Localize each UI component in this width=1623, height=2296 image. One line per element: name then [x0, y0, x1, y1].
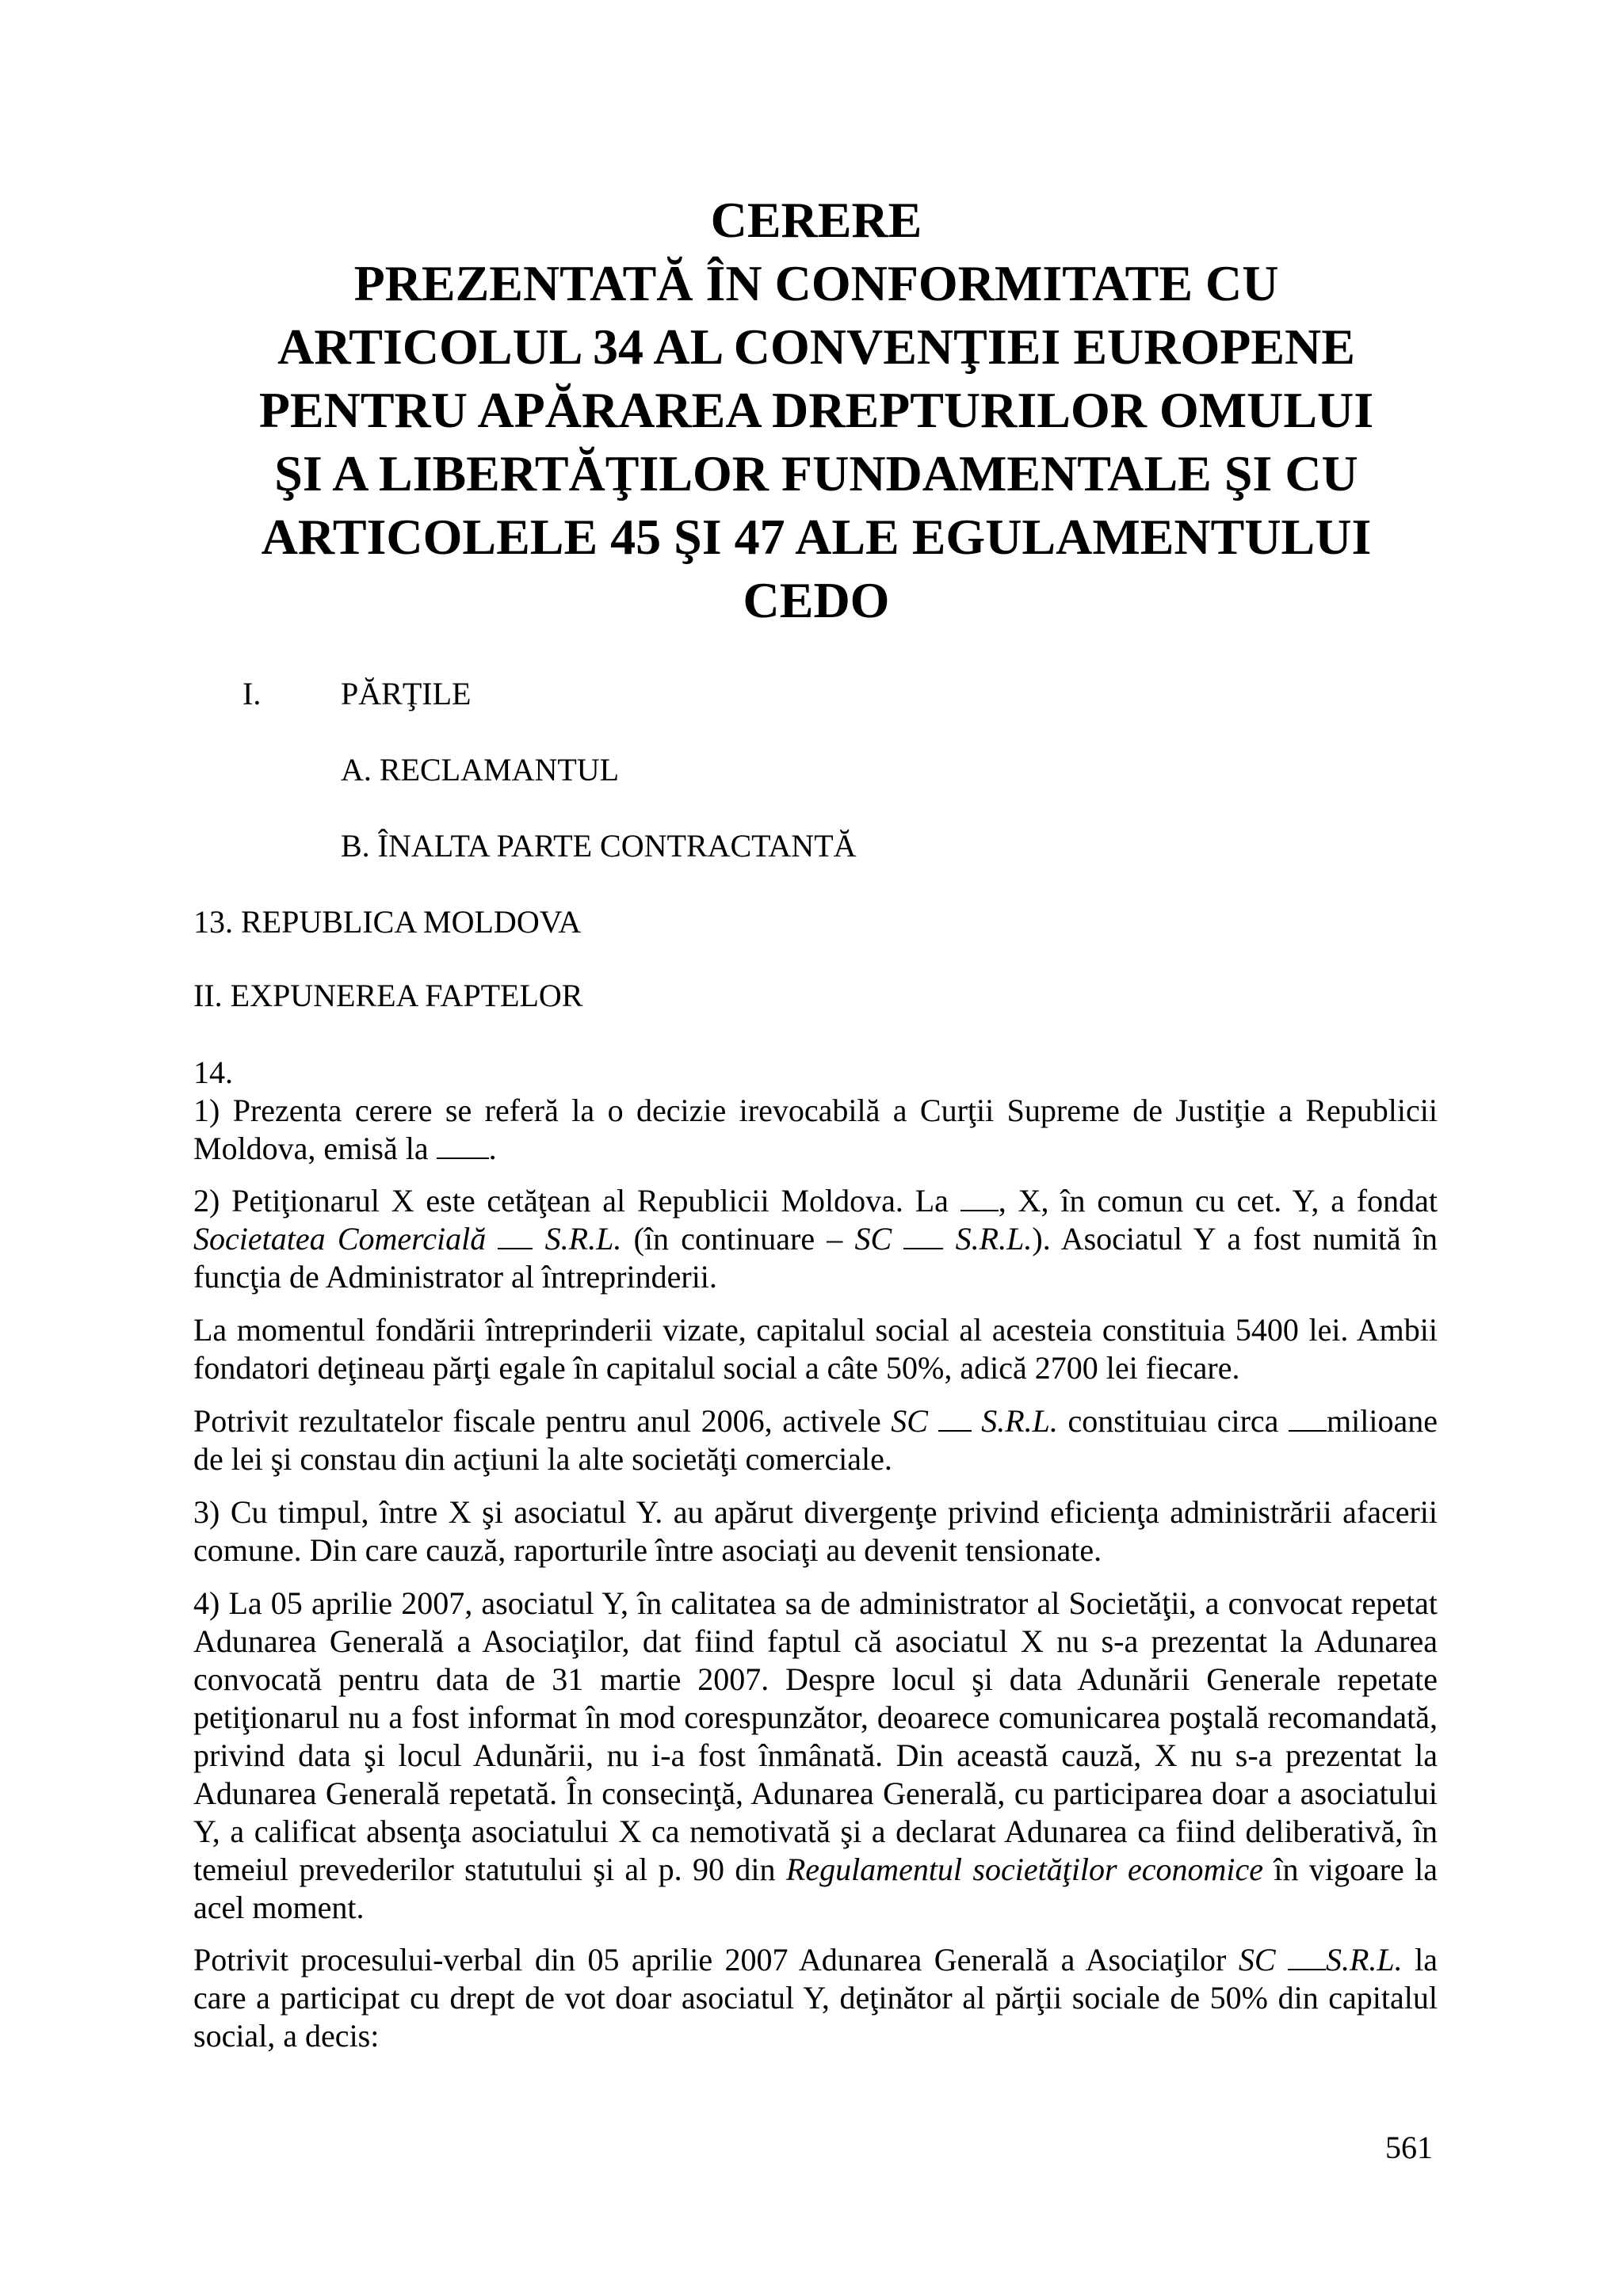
date-blank [437, 1158, 489, 1159]
amount-blank [1289, 1430, 1327, 1432]
paragraph-3: La momentul fondării întreprinderii vizate, capitalul social al acesteia constituia 5400 lei. Ambii fondatori deţineau părţi egale în capitalul social a câte 50%, adică 2700 lei fiecare. [193, 1312, 1438, 1386]
section-1-title: PĂRŢILE [341, 676, 472, 711]
paragraph-7: Potrivit procesului-verbal din 05 aprilie 2007 Adunarea Generală a Asociaţilor SC S.R.L. la care a participat cu drept de vot doar asociatul Y, deţinător al părţii sociale de 50% din capitalul social, a decis: [193, 1942, 1438, 2054]
paragraph-5: 3) Cu timpul, între X şi asociatul Y. au apărut divergenţe privind eficienţa administrării afacerii comune. Din care cauză, raporturile între asociaţi au devenit tensionate. [193, 1494, 1438, 1568]
item-a-reclamantul: A. RECLAMANTUL [341, 752, 620, 788]
paragraph-14-number: 14. [193, 1055, 233, 1090]
paragraph-6: 4) La 05 aprilie 2007, asociatul Y, în calitatea sa de administrator al Societăţii, a convocat repetat Adunarea Generală a Asociaţilor, dat fiind faptul că asociatul X nu s-a prezentat la Adunarea convocată pentru data de 31 martie 2007. Despre locul şi data Adunării Generale repetate petiţionarul nu a fost informat în mod corespunzător, deoarece comunicarea poştală recomandată, privind data şi locul Adunării, nu i-a fost înmânată. Din această cauză, X nu s-a prezentat la Adunarea Generală repetată. În consecinţă, Adunarea Generală, cu participarea doar a asociatului Y, a calificat absenţa asociatului X ca nemotivată şi a declarat Adunarea ca fiind deliberativă, în temeiul prevederilor statutului şi al p. 90 din Regulamentul societăţilor economice în vigoare la acel moment. [193, 1585, 1438, 1925]
item-b-parte-contractanta: B. ÎNALTA PARTE CONTRACTANTĂ [341, 828, 857, 864]
paragraph-1: 1) Prezenta cerere se referă la o decizie irevocabilă a Curţii Supreme de Justiţie a Republicii Moldova, emisă la . [193, 1093, 1438, 1166]
title-line-5: ŞI A LIBERTĂŢILOR FUNDAMENTALE ŞI CU [274, 445, 1358, 502]
section-2-expunerea-faptelor: II. EXPUNEREA FAPTELOR [193, 978, 583, 1013]
title-line-1: CERERE [710, 192, 922, 248]
paragraph-4: Potrivit rezultatelor fiscale pentru anul 2006, activele SC S.R.L. constituiau circa milioane de lei şi constau din acţiuni la alte societăţi comerciale. [193, 1403, 1438, 1477]
title-line-7: CEDO [743, 572, 890, 628]
section-1-number: I. [242, 676, 262, 711]
date-blank [960, 1210, 999, 1211]
title-line-3: ARTICOLUL 34 AL CONVENŢIEI EUROPENE [277, 318, 1355, 375]
paragraph-2: 2) Petiţionarul X este cetăţean al Republicii Moldova. La , X, în comun cu cet. Y, a fondat Societatea Comercială S.R.L. (în continuare – SC S.R.L.). Asociatul Y a fost numită în funcţia de Administrator al întreprinderii. [193, 1183, 1438, 1295]
document-title [190, 189, 1442, 632]
title-line-2: PREZENTATĂ ÎN CONFORMITATE CU [353, 255, 1279, 311]
title-line-4: PENTRU APĂRAREA DREPTURILOR OMULUI [258, 382, 1374, 438]
page-number: 561 [1385, 2130, 1433, 2165]
item-13-republica-moldova: 13. REPUBLICA MOLDOVA [193, 904, 582, 940]
company-name-blank [938, 1430, 972, 1432]
company-name-blank [498, 1248, 533, 1249]
company-name-blank [903, 1248, 943, 1249]
title-line-6: ARTICOLELE 45 ŞI 47 ALE EGULAMENTULUI [261, 509, 1372, 565]
company-name-blank [1288, 1969, 1326, 1970]
